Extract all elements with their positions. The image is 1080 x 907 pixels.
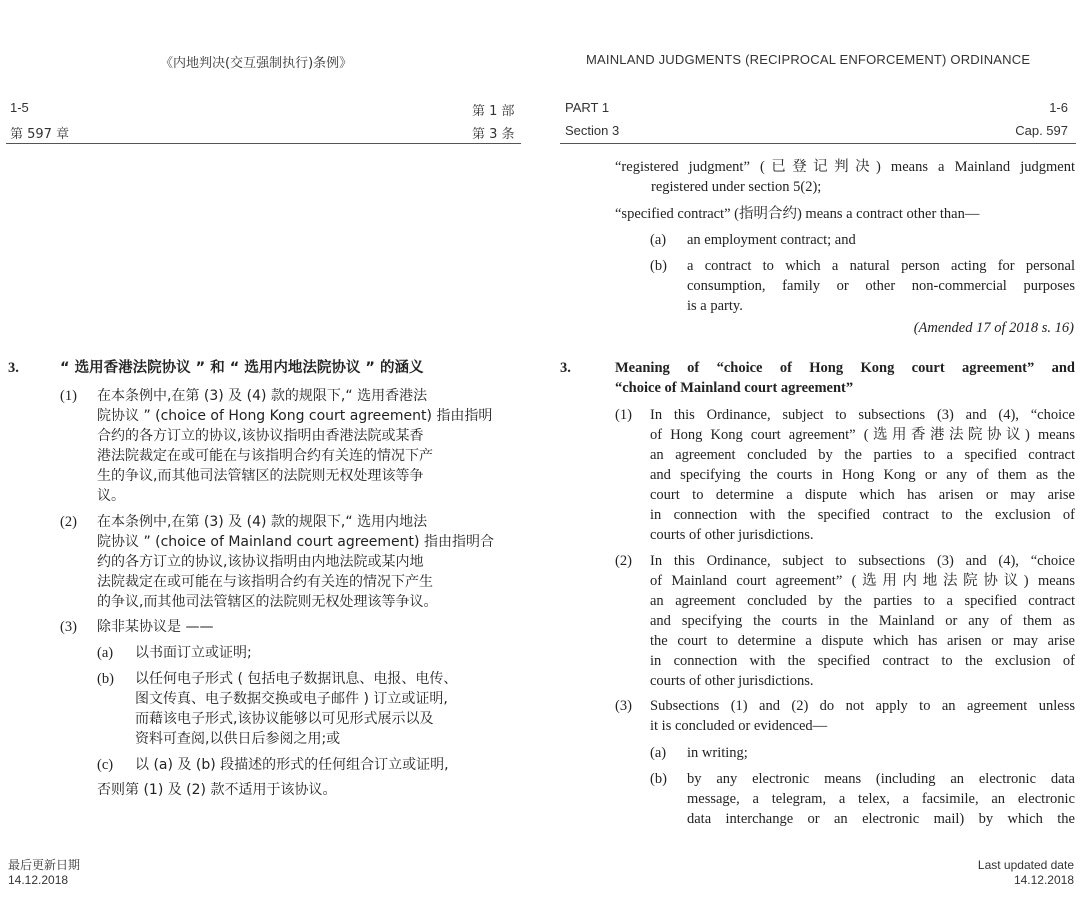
footer-label: 最后更新日期 (8, 858, 81, 872)
text-line: of Mainland court agreement” (选用内地法院协议) means (650, 573, 1075, 589)
item-label: (a) (650, 232, 667, 248)
footer-date: 14.12.2018 (1013, 873, 1074, 887)
text-line: a contract to which a natural person acting for personal (687, 258, 1075, 274)
text-line: is a party. (687, 298, 743, 314)
closing-text: 否则第 (1) 及 (2) 款不适用于该协议。 (97, 782, 337, 798)
item-label: (b) (650, 258, 667, 274)
text-line: 港法院裁定在或可能在与该指明合约有关连的情况下产 (97, 448, 433, 464)
item-label: (b) (97, 671, 114, 687)
subsection-label: (3) (60, 619, 77, 635)
text-line: the court to determine a dispute which has arisen or may arise (650, 633, 1075, 649)
running-title-chinese: 《内地判决(交互强制执行)条例》 (160, 56, 353, 71)
text-line: 院协议 ” (choice of Mainland court agreement) 指由指明合 (97, 534, 494, 550)
section-title (615, 358, 1075, 398)
text-line: an agreement concluded by the parties to a specified contract (650, 447, 1075, 463)
text-line: it is concluded or evidenced— (650, 718, 828, 734)
subsection-text (97, 386, 527, 506)
text-line: 在本条例中,在第 (3) 及 (4) 款的规限下,“ 选用内地法 (97, 514, 428, 530)
item-label: (b) (650, 771, 667, 787)
text-line: 图文传真、电子数据交换或电子邮件 ) 订立或证明, (135, 691, 448, 707)
item-label: (a) (650, 745, 667, 761)
text-line: and specifying the courts in the Mainland or any of them as (650, 613, 1075, 629)
footer-label: Last updated date (977, 858, 1074, 872)
part-label: PART 1 (565, 100, 610, 115)
definition-registered-judgment (615, 157, 1075, 197)
item-text: 以 (a) 及 (b) 段描述的形式的任何组合订立或证明, (135, 757, 449, 773)
text-line: 而藉该电子形式,该协议能够以可见形式展示以及 (135, 711, 434, 727)
section-number: 3. (8, 360, 19, 376)
subsection-label: (1) (615, 407, 632, 423)
header-rule (6, 143, 521, 144)
text-line: and specifying the courts in Hong Kong or any of them as the (650, 467, 1075, 483)
running-title-english: MAINLAND JUDGMENTS (RECIPROCAL ENFORCEMENT) ORDINANCE (586, 52, 1031, 67)
text-line: “registered judgment” (已登记判决) means a Mainland judgment (615, 159, 1075, 175)
item-text: in writing; (687, 745, 748, 761)
text-line: data interchange or an electronic mail) by which the (687, 811, 1075, 827)
item-text (135, 669, 530, 749)
subsection-label: (2) (615, 553, 632, 569)
text-line: 以任何电子形式 ( 包括电子数据讯息、电报、电传、 (135, 671, 458, 687)
text-line: In this Ordinance, subject to subsections (3) and (4), “choice (650, 553, 1075, 569)
text-line: “choice of Mainland court agreement” (615, 380, 854, 396)
text-line: 在本条例中,在第 (3) 及 (4) 款的规限下,“ 选用香港法 (97, 388, 428, 404)
footer-date: 14.12.2018 (8, 873, 69, 887)
text-line: registered under section 5(2); (651, 179, 822, 195)
section-label: Section 3 (565, 123, 620, 138)
definition-specified-contract: “specified contract” (指明合约) means a contract other than— (615, 206, 980, 222)
text-line: Subsections (1) and (2) do not apply to an agreement unless (650, 698, 1075, 714)
page-number: 1-6 (1049, 100, 1068, 115)
text-line: In this Ordinance, subject to subsections (3) and (4), “choice (650, 407, 1075, 423)
text-line: courts of other jurisdictions. (650, 527, 814, 543)
text-line: 法院裁定在或可能在与该指明合约有关连的情况下产生 (97, 574, 433, 590)
text-line: 资料可查阅,以供日后参阅之用;或 (135, 731, 341, 747)
text-line: 生的争议,而其他司法管辖区的法院则无权处理该等争 (97, 468, 424, 484)
subsection-text: 除非某协议是 —— (97, 619, 214, 635)
subsection-label: (2) (60, 514, 77, 530)
text-line: message, a telegram, a telex, a facsimile, an electronic (687, 791, 1075, 807)
text-line: 约的各方订立的协议,该协议指明由内地法院或某内地 (97, 554, 424, 570)
item-text (687, 769, 1075, 829)
text-line: 议。 (97, 488, 125, 504)
section-number: 3. (560, 360, 571, 376)
section-label: 第 3 条 (472, 127, 515, 142)
section-title: “ 选用香港法院协议 ” 和 “ 选用内地法院协议 ” 的涵义 (60, 360, 424, 376)
text-line: an agreement concluded by the parties to a specified contract (650, 593, 1075, 609)
page-number: 1-5 (10, 100, 29, 115)
chapter-label: Cap. 597 (1015, 123, 1068, 138)
header-rule (560, 143, 1076, 144)
text-line: in connection with the specified contract to the exclusion of (650, 507, 1075, 523)
item-text: an employment contract; and (687, 232, 856, 248)
subsection-text (650, 696, 1075, 736)
text-line: of Hong Kong court agreement” (选用香港法院协议) means (650, 427, 1075, 443)
chapter-label: 第 597 章 (10, 127, 70, 142)
subsection-label: (3) (615, 698, 632, 714)
text-line: courts of other jurisdictions. (650, 673, 814, 689)
text-line: 院协议 ” (choice of Hong Kong court agreement) 指由指明 (97, 408, 493, 424)
amendment-note: (Amended 17 of 2018 s. 16) (913, 320, 1074, 336)
text-line: 的争议,而其他司法管辖区的法院则无权处理该等争议。 (97, 594, 438, 610)
text-line: consumption, family or other non-commercial purposes (687, 278, 1075, 294)
subsection-text (97, 512, 527, 612)
item-label: (a) (97, 645, 114, 661)
subsection-text (650, 551, 1075, 691)
subsection-text (650, 405, 1075, 545)
text-line: in connection with the specified contract to the exclusion of (650, 653, 1075, 669)
text-line: 合约的各方订立的协议,该协议指明由香港法院或某香 (97, 428, 424, 444)
right-page (540, 0, 1080, 907)
text-line: Meaning of “choice of Hong Kong court agreement” and (615, 360, 1075, 376)
item-label: (c) (97, 757, 114, 773)
item-text: 以书面订立或证明; (135, 645, 252, 661)
subsection-label: (1) (60, 388, 77, 404)
text-line: by any electronic means (including an electronic data (687, 771, 1075, 787)
part-label: 第 1 部 (472, 104, 515, 119)
text-line: court to determine a dispute which has arisen or may arise (650, 487, 1075, 503)
item-text (687, 256, 1075, 316)
